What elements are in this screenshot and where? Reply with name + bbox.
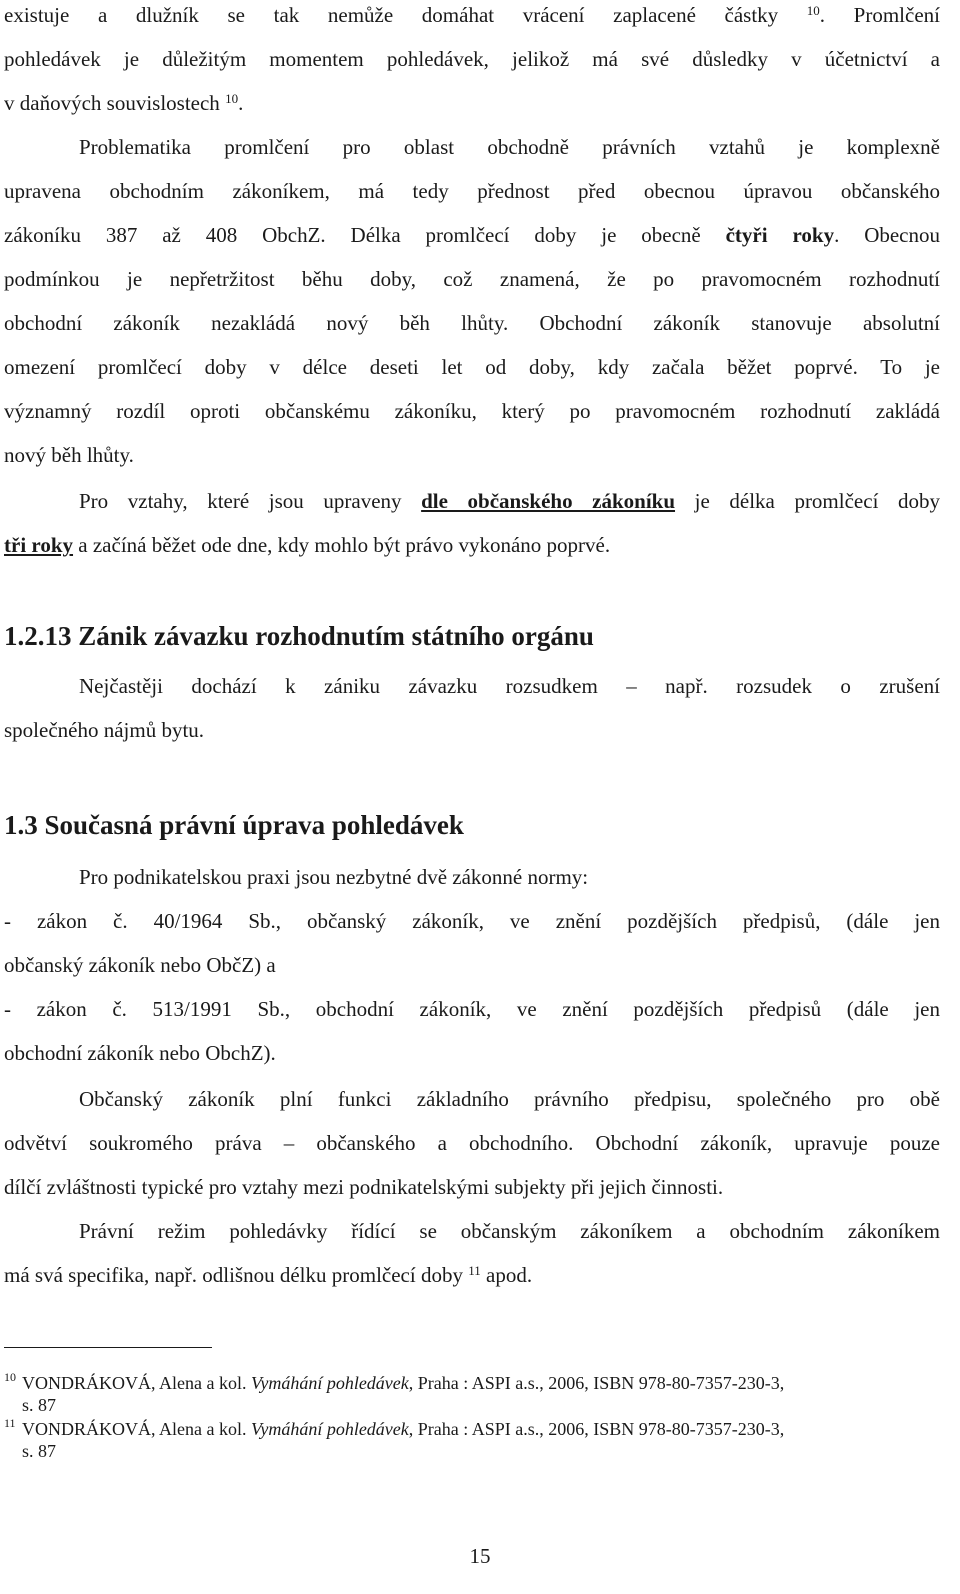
text-line: Pro podnikatelskou praxi jsou nezbytné dvě zákonné normy: bbox=[79, 865, 589, 889]
text-line: Právní režim pohledávky řídící se občanským zákoníkem a obchodním zákoníkem bbox=[79, 1219, 940, 1243]
text-line: upravena obchodním zákoníkem, má tedy přednost před obecnou úpravou občanského bbox=[4, 179, 940, 203]
section-heading: 1.3 Současná právní úprava pohledávek bbox=[4, 810, 464, 840]
footnote-ref: 10 bbox=[806, 3, 820, 18]
text-line: významný rozdíl oproti občanskému zákoníku, který po pravomocném rozhodnutí zakládá bbox=[4, 399, 940, 423]
emphasis-underlined: tři roky bbox=[4, 533, 74, 557]
list-item: obchodní zákoník nebo ObchZ). bbox=[4, 1041, 276, 1065]
text-line: omezení promlčecí doby v délce deseti let od doby, kdy začala běžet poprvé. To je bbox=[4, 355, 940, 379]
text-line: dílčí zvláštnosti typické pro vztahy mezi podnikatelskými subjekty při jejich činnosti. bbox=[4, 1175, 724, 1199]
footnote-page: s. 87 bbox=[22, 1441, 57, 1461]
text-line: v daňových souvislostech $^{10}$. bbox=[4, 91, 244, 115]
footnote-ref: 10 bbox=[225, 91, 239, 106]
text-line: odvětví soukromého práva – občanského a obchodního. Obchodní zákoník, upravuje pouze bbox=[4, 1131, 940, 1155]
list-item: - zákon č. 40/1964 Sb., občanský zákoník, ve znění pozdějších předpisů, (dále jen bbox=[4, 909, 940, 933]
footnote-number: 10 bbox=[4, 1370, 16, 1384]
section-heading: 1.2.13 Zánik závazku rozhodnutím státního orgánu bbox=[4, 621, 594, 651]
footnote-text: VONDRÁKOVÁ, Alena a kol. Vymáhání pohledávek, Praha : ASPI a.s., 2006, ISBN 978-80-7357-230-3, bbox=[22, 1373, 785, 1393]
text-line: má svá specifika, např. odlišnou délku promlčecí doby $^{11}$ apod. bbox=[4, 1263, 533, 1287]
text-line: obchodní zákoník nezakládá nový běh lhůty. Obchodní zákoník stanovuje absolutní bbox=[4, 311, 940, 335]
footnote-ref: 11 bbox=[468, 1263, 481, 1278]
emphasis: čtyři roky bbox=[725, 223, 835, 247]
text-line: Občanský zákoník plní funkci základního právního předpisu, společného pro obě bbox=[79, 1087, 940, 1111]
text-line: existuje a dlužník se tak nemůže domáhat vrácení zaplacené částky $^{10}$. Promlčení bbox=[4, 3, 940, 27]
text-line: společného nájmů bytu. bbox=[4, 718, 205, 742]
footnote-page: s. 87 bbox=[22, 1395, 57, 1415]
text-line: Nejčastěji dochází k zániku závazku rozsudkem – např. rozsudek o zrušení bbox=[79, 674, 940, 698]
text-line: zákoníku 387 až 408 ObchZ. Délka promlčecí doby je obecně čtyři roky. Obecnou bbox=[4, 223, 941, 247]
footnote-divider bbox=[4, 1347, 212, 1348]
list-item: občanský zákoník nebo ObčZ) a bbox=[4, 953, 276, 977]
page-number: 15 bbox=[469, 1544, 491, 1568]
text-line: tři roky a začíná běžet ode dne, kdy mohlo být právo vykonáno poprvé. bbox=[4, 533, 611, 557]
text-line: Problematika promlčení pro oblast obchodně právních vztahů je komplexně bbox=[79, 135, 940, 159]
footnote-number: 11 bbox=[4, 1416, 16, 1430]
text-line: podmínkou je nepřetržitost běhu doby, což znamená, že po pravomocném rozhodnutí bbox=[4, 267, 940, 291]
text-line: pohledávek je důležitým momentem pohledávek, jelikož má své důsledky v účetnictví a bbox=[4, 47, 940, 71]
text-line: nový běh lhůty. bbox=[4, 443, 134, 467]
list-item: - zákon č. 513/1991 Sb., obchodní zákoník, ve znění pozdějších předpisů (dále jen bbox=[4, 997, 940, 1021]
emphasis-underlined: dle občanského zákoníku bbox=[421, 489, 676, 513]
text-line: Pro vztahy, které jsou upraveny dle občanského zákoníku je délka promlčecí doby bbox=[79, 489, 940, 513]
footnote-text: VONDRÁKOVÁ, Alena a kol. Vymáhání pohledávek, Praha : ASPI a.s., 2006, ISBN 978-80-7357-230-3, bbox=[22, 1419, 785, 1439]
